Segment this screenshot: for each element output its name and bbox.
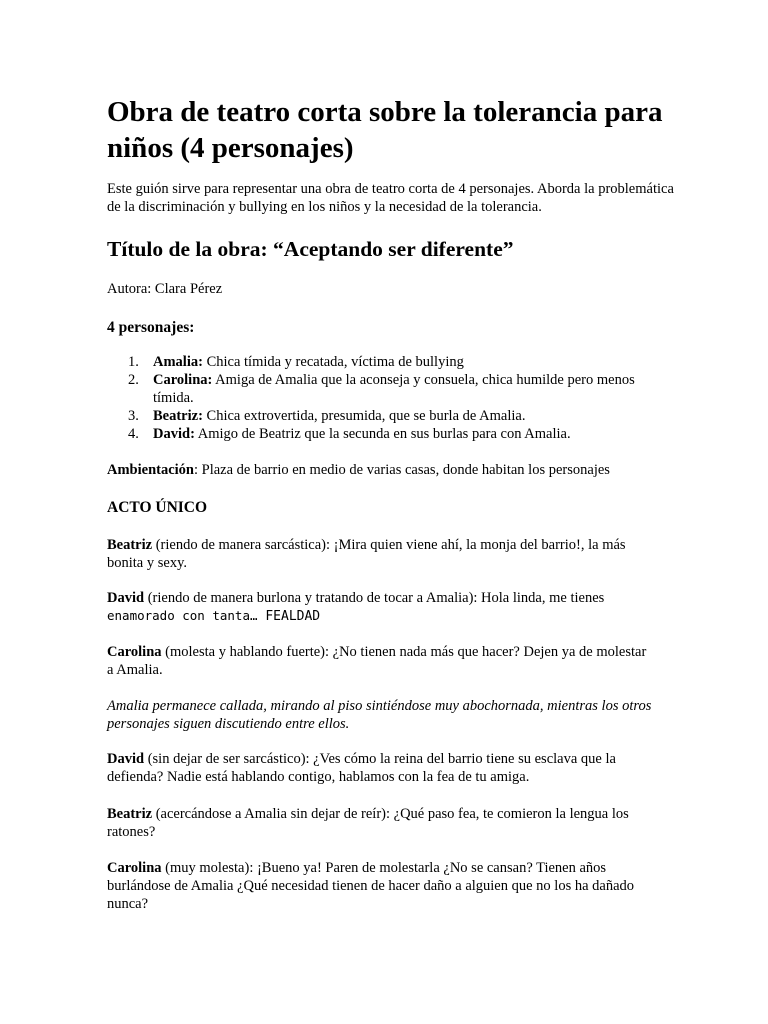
list-item — [107, 371, 667, 407]
dialogue-line — [107, 536, 652, 572]
character-name: Beatriz: — [153, 408, 203, 424]
speaker-name: David — [107, 590, 145, 606]
list-item — [107, 425, 667, 443]
dialogue-line — [107, 750, 652, 786]
characters-heading: 4 personajes: — [107, 319, 195, 336]
list-item-number: 2. — [128, 372, 139, 388]
dialogue-text: (riendo de manera burlona y tratando de tocar a Amalia): Hola linda, me tienes — [144, 590, 605, 606]
dialogue-line — [107, 589, 652, 626]
author-line: Autora: Clara Pérez — [107, 281, 223, 297]
list-item — [107, 353, 667, 371]
dialogue-text: (sin dejar de ser sarcástico): ¿Ves cómo la reina del barrio tiene su esclava que la defienda? Nadie está hablando contigo, hablamos con la fea de tu amiga. — [107, 751, 616, 785]
character-name: Amalia: — [153, 354, 203, 370]
character-name: David: — [153, 426, 195, 442]
speaker-name: Beatriz — [107, 537, 153, 553]
document-title: Obra de teatro corta sobre la tolerancia para niños (4 personajes) — [107, 96, 663, 164]
character-description: Chica tímida y recatada, víctima de bullying — [202, 354, 464, 370]
character-description: Amigo de Beatriz que la secunda en sus burlas para con Amalia. — [194, 426, 571, 442]
stage-direction: Amalia permanece callada, mirando al piso sintiéndose muy abochornada, mientras los otros personajes siguen discutiendo entre ellos. — [107, 698, 652, 732]
dialogue-line — [107, 643, 652, 679]
character-name: Carolina: — [153, 372, 213, 388]
dialogue-text: (molesta y hablando fuerte): ¿No tienen nada más que hacer? Dejen ya de molestar a Amalia. — [107, 644, 647, 678]
dialogue-line — [107, 805, 652, 841]
act-heading: ACTO ÚNICO — [107, 499, 208, 516]
speaker-name: David — [107, 751, 145, 767]
speaker-name: Beatriz — [107, 806, 153, 822]
dialogue-mono-text: enamorado con tanta… — [107, 608, 258, 623]
ambientacion-label: Ambientación — [107, 462, 194, 478]
dialogue-text: (riendo de manera sarcástica): ¡Mira quien viene ahí, la monja del barrio!, la más bonita y sexy. — [107, 537, 626, 571]
list-item-number: 4. — [128, 426, 139, 442]
speaker-name: Carolina — [107, 644, 162, 660]
ambientacion-paragraph — [107, 461, 677, 479]
list-item-number: 3. — [128, 408, 139, 424]
character-description: Amiga de Amalia que la aconseja y consuela, chica humilde pero menos tímida. — [153, 372, 635, 406]
intro-paragraph: Este guión sirve para representar una obra de teatro corta de 4 personajes. Aborda la problemática de la discriminación y bullying en los niños y la necesidad de la tolerancia. — [107, 181, 674, 215]
dialogue-line — [107, 859, 652, 913]
dialogue-mono-caps: FEALDAD — [257, 609, 321, 624]
speaker-name: Carolina — [107, 860, 162, 876]
dialogue-text: (acercándose a Amalia sin dejar de reír): ¿Qué paso fea, te comieron la lengua los ratones? — [107, 806, 629, 840]
list-item-number: 1. — [128, 354, 139, 370]
play-title-heading: Título de la obra: “Aceptando ser diferente” — [107, 237, 514, 261]
list-item — [107, 407, 667, 425]
ambientacion-text: : Plaza de barrio en medio de varias casas, donde habitan los personajes — [194, 462, 610, 478]
characters-list — [107, 353, 667, 443]
character-description: Chica extrovertida, presumida, que se burla de Amalia. — [202, 408, 526, 424]
dialogue-text: (muy molesta): ¡Bueno ya! Paren de molestarla ¿No se cansan? Tienen años burlándose de Amalia ¿Qué necesidad tienen de hacer daño a alguien que no los ha dañado nunca? — [107, 860, 635, 912]
